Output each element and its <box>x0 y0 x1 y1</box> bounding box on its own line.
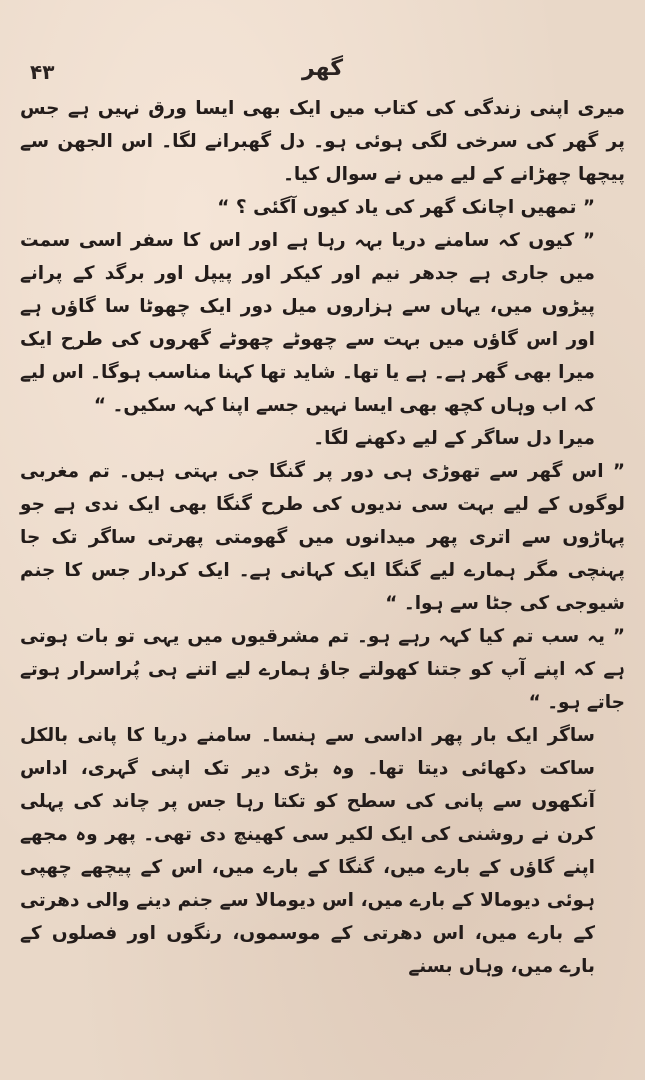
paragraph: میری اپنی زندگی کی کتاب میں ایک بھی ایسا ورق نہیں ہے جس پر گھر کی سرخی لگی ہوئی ہو۔ دل گھبرانے لگا۔ اس الجھن سے پیچھا چھڑانے کے لیے میں نے سوال کیا۔ <box>20 98 625 185</box>
page-header <box>0 56 645 92</box>
page-number: ۴۳ <box>30 60 55 84</box>
page-body <box>20 92 625 983</box>
dialogue-paragraph: ” یہ سب تم کیا کہہ رہے ہو۔ تم مشرقیوں میں یہی تو بات ہوتی ہے کہ اپنے آپ کو جتنا کھولتے جاؤ ہمارے لیے اتنے ہی پُراسرار ہوتے جاتے ہو۔ “ <box>20 626 625 713</box>
paragraph: ساگر ایک بار پھر اداسی سے ہنسا۔ سامنے دریا کا پانی بالکل ساکت دکھائی دیتا تھا۔ وہ بڑی دیر تک اپنی گہری، اداس آنکھوں سے پانی کی سطح کو تکتا رہا جس پر چاند کی پہلی کرن نے روشنی کی ایک لکیر سی کھینچ دی تھی۔ پھر وہ مجھے اپنے گاؤں کے بارے میں، گنگا کے بارے میں، اس کے پیچھے چھپی ہوئی دیومالا کے بارے میں، اس دیومالا سے جنم دینے والی دھرتی کے بارے میں، اس دھرتی کے موسموں، رنگوں اور فصلوں کے بارے میں، وہاں بسنے <box>20 725 595 977</box>
dialogue-paragraph: ” اس گھر سے تھوڑی ہی دور پر گنگا جی بہتی ہیں۔ تم مغربی لوگوں کے لیے بہت سی ندیوں کی طرح گنگا بھی ایک ندی ہے جو پہاڑوں سے اتری پھر میدانوں میں گھومتی پھرتی ساگر تک جا پہنچی مگر ہمارے لیے گنگا ایک کہانی ہے۔ ایک کردار جس کا جنم شیوجی کی جٹا سے ہوا۔ “ <box>20 461 625 614</box>
dialogue-line: ” تمھیں اچانک گھر کی یاد کیوں آگئی ؟ “ <box>217 197 595 218</box>
dialogue-paragraph: ” کیوں کہ سامنے دریا بہہ رہا ہے اور اس کا سفر اسی سمت میں جاری ہے جدھر نیم اور کیکر اور پیپل اور برگد کے پرانے پیڑوں میں، یہاں سے ہزاروں میل دور ایک چھوٹا سا گاؤں ہے اور اس گاؤں میں بہت سے چھوٹے چھوٹے گھروں کی طرح ایک میرا بھی گھر ہے۔ ہے یا تھا۔ شاید تھا کہنا مناسب ہوگا۔ اس لیے کہ اب وہاں کچھ بھی ایسا نہیں جسے اپنا کہہ سکیں۔ “ <box>20 230 595 416</box>
paragraph: میرا دل ساگر کے لیے دکھنے لگا۔ <box>313 428 595 449</box>
running-title: گھر <box>301 56 343 81</box>
